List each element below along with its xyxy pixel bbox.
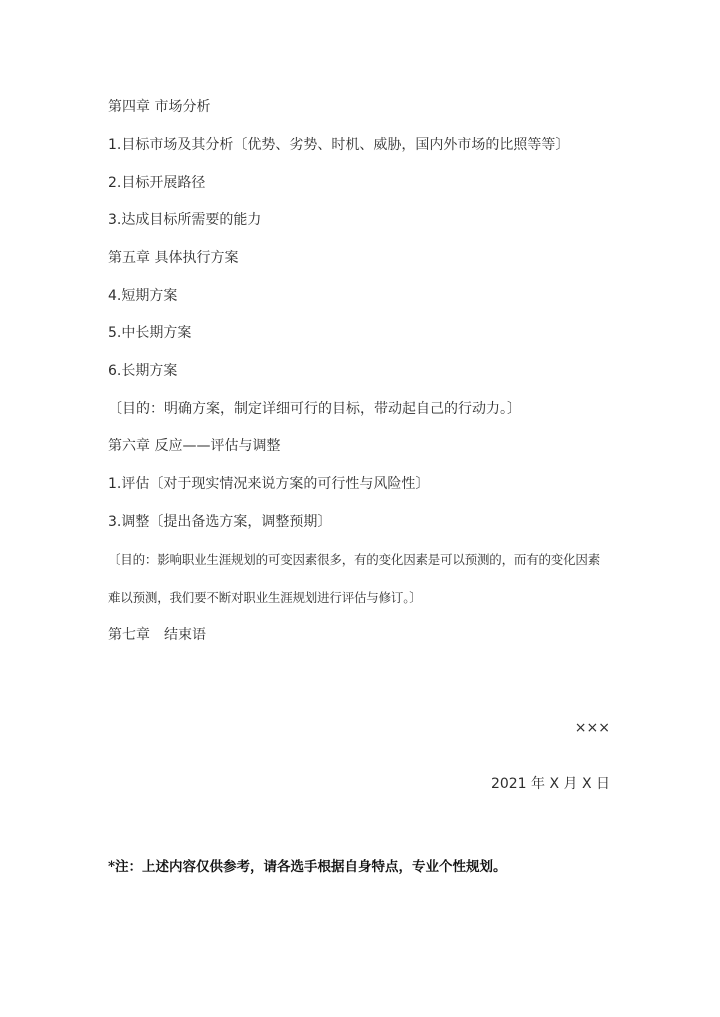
item-long-term-plan: 6.长期方案 [108,363,178,379]
chapter-6-heading: 第六章 反应——评估与调整 [108,438,281,454]
item-evaluation: 1.评估〔对于现实情况来说方案的可行性与风险性〕 [108,476,430,492]
item-target-market-analysis: 1.目标市场及其分析〔优势、劣势、时机、威胁，国内外市场的比照等等〕 [108,137,570,153]
item-development-path: 2.目标开展路径 [108,175,206,191]
signature: ××× [574,720,610,736]
chapter-7-heading: 第七章 结束语 [108,627,206,643]
item-required-abilities: 3.达成目标所需要的能力 [108,212,262,228]
chapter-5-heading: 第五章 具体执行方案 [108,250,239,266]
purpose-note-chapter-6-line-1: 〔目的：影响职业生涯规划的可变因素很多，有的变化因素是可以预测的，而有的变化因素 [108,552,601,567]
purpose-note-chapter-5: 〔目的：明确方案，制定详细可行的目标，带动起自己的行动力。〕 [108,401,521,417]
date: 2021 年 X 月 X 日 [490,776,610,792]
chapter-4-heading: 第四章 市场分析 [108,99,211,115]
item-adjustment: 3.调整〔提出备选方案，调整预期〕 [108,514,332,530]
item-short-term-plan: 4.短期方案 [108,288,178,304]
purpose-note-chapter-6-line-2: 难以预测，我们要不断对职业生涯规划进行评估与修订。〕 [108,590,422,605]
item-mid-long-term-plan: 5.中长期方案 [108,325,192,341]
footnote: *注：上述内容仅供参考，请各选手根据自身特点，专业个性规划。 [108,859,507,875]
